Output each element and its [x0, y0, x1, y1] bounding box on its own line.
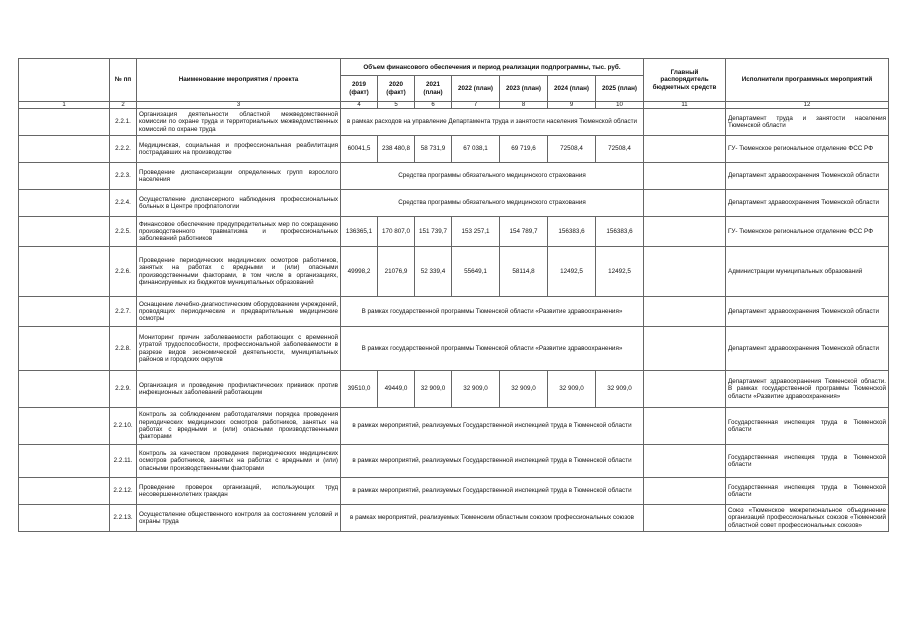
table-row	[19, 371, 889, 408]
row-value: 170 807,0	[378, 217, 415, 247]
row-distributor	[644, 327, 726, 371]
row-blank	[19, 247, 110, 297]
row-value: 49998,2	[341, 247, 378, 297]
row-value: 67 038,1	[452, 136, 500, 163]
column-index-row	[19, 102, 889, 109]
row-funding-note: в рамках расходов на управление Департамента труда и занятости населения Тюменской области	[341, 109, 644, 136]
row-value: 156383,6	[596, 217, 644, 247]
row-blank	[19, 297, 110, 327]
column-index: 5	[378, 102, 415, 109]
row-executor: Департамент здравоохранения Тюменской области	[726, 190, 889, 217]
row-value: 52 339,4	[415, 247, 452, 297]
table-row	[19, 445, 889, 478]
table-row	[19, 478, 889, 505]
row-number: 2.2.7.	[110, 297, 137, 327]
header-name: Наименование мероприятия / проекта	[137, 59, 341, 102]
table-row	[19, 505, 889, 532]
row-distributor	[644, 478, 726, 505]
column-index: 4	[341, 102, 378, 109]
row-funding-note: Средства программы обязательного медицинского страхования	[341, 163, 644, 190]
row-value: 60041,5	[341, 136, 378, 163]
row-value: 12492,5	[548, 247, 596, 297]
row-activity-name: Контроль за соблюдением работодателями порядка проведения периодических медицинских осмотров работников, занятых на работах с вредными и (или) опасными производственными факторами	[137, 408, 341, 445]
table-row	[19, 163, 889, 190]
row-number: 2.2.2.	[110, 136, 137, 163]
table-row	[19, 297, 889, 327]
row-value: 72508,4	[548, 136, 596, 163]
column-index: 10	[596, 102, 644, 109]
row-executor: Департамент труда и занятости населения Тюменской области	[726, 109, 889, 136]
row-distributor	[644, 163, 726, 190]
row-number: 2.2.9.	[110, 371, 137, 408]
row-number: 2.2.3.	[110, 163, 137, 190]
row-number: 2.2.4.	[110, 190, 137, 217]
row-executor: ГУ- Тюменское региональное отделение ФСС РФ	[726, 217, 889, 247]
column-index: 1	[19, 102, 110, 109]
row-activity-name: Проведение периодических медицинских осмотров работников, занятых на работах с вредными и (или) опасными производственными факторами, в том числе в организациях, финансируемых из бюджетов муниципальных образований	[137, 247, 341, 297]
row-funding-note: В рамках государственной программы Тюменской области «Развитие здравоохранения»	[341, 297, 644, 327]
row-value: 32 909,0	[415, 371, 452, 408]
row-executor: Департамент здравоохранения Тюменской области. В рамках государственной программы Тюменской области «Развитие здравоохранения»	[726, 371, 889, 408]
program-activities-table	[18, 58, 889, 532]
row-activity-name: Мониторинг причин заболеваемости работающих с временной утратой трудоспособности, профессиональной заболеваемости в разрезе видов экономической деятельности, муниципальных районов и городских округов	[137, 327, 341, 371]
row-distributor	[644, 297, 726, 327]
header-funding-group: Объем финансового обеспечения и период реализации подпрограммы, тыс. руб.	[341, 59, 644, 76]
header-num: № пп	[110, 59, 137, 102]
header-year: 2020 (факт)	[378, 76, 415, 102]
column-index: 12	[726, 102, 889, 109]
row-executor: ГУ- Тюменское региональное отделение ФСС РФ	[726, 136, 889, 163]
row-executor: Государственная инспекция труда в Тюменской области	[726, 478, 889, 505]
column-index: 9	[548, 102, 596, 109]
column-index: 3	[137, 102, 341, 109]
row-executor: Департамент здравоохранения Тюменской области	[726, 163, 889, 190]
row-activity-name: Осуществление диспансерного наблюдения профессиональных больных в Центре профпатологии	[137, 190, 341, 217]
row-funding-note: в рамках мероприятий, реализуемых Государственной инспекцией труда в Тюменской области	[341, 478, 644, 505]
row-distributor	[644, 445, 726, 478]
row-number: 2.2.5.	[110, 217, 137, 247]
row-blank	[19, 190, 110, 217]
table-row	[19, 247, 889, 297]
table-row	[19, 217, 889, 247]
row-value: 153 257,1	[452, 217, 500, 247]
row-funding-note: в рамках мероприятий, реализуемых Тюменским областным союзом профессиональных союзов	[341, 505, 644, 532]
row-number: 2.2.10.	[110, 408, 137, 445]
row-number: 2.2.8.	[110, 327, 137, 371]
row-value: 32 909,0	[548, 371, 596, 408]
row-funding-note: В рамках государственной программы Тюменской области «Развитие здравоохранения»	[341, 327, 644, 371]
row-funding-note: Средства программы обязательного медицинского страхования	[341, 190, 644, 217]
row-value: 154 789,7	[500, 217, 548, 247]
row-executor: Государственная инспекция труда в Тюменской области	[726, 445, 889, 478]
header-year: 2021 (план)	[415, 76, 452, 102]
table-row	[19, 327, 889, 371]
row-activity-name: Организация и проведение профилактических прививок против инфекционных заболеваний работающим	[137, 371, 341, 408]
header-year: 2022 (план)	[452, 76, 500, 102]
row-number: 2.2.6.	[110, 247, 137, 297]
row-value: 69 719,6	[500, 136, 548, 163]
header-year: 2025 (план)	[596, 76, 644, 102]
column-index: 11	[644, 102, 726, 109]
row-value: 151 739,7	[415, 217, 452, 247]
row-blank	[19, 478, 110, 505]
row-activity-name: Проведение диспансеризации определенных групп взрослого населения	[137, 163, 341, 190]
row-blank	[19, 109, 110, 136]
row-value: 156383,6	[548, 217, 596, 247]
row-value: 12492,5	[596, 247, 644, 297]
row-blank	[19, 163, 110, 190]
row-activity-name: Оснащение лечебно-диагностическим оборудованием учреждений, проводящих периодические и предварительные медицинские осмотры	[137, 297, 341, 327]
row-distributor	[644, 190, 726, 217]
row-value: 72508,4	[596, 136, 644, 163]
row-funding-note: в рамках мероприятий, реализуемых Государственной инспекцией труда в Тюменской области	[341, 445, 644, 478]
table-row	[19, 136, 889, 163]
row-activity-name: Медицинская, социальная и профессиональная реабилитация пострадавших на производстве	[137, 136, 341, 163]
row-distributor	[644, 217, 726, 247]
header-blank	[19, 59, 110, 102]
row-value: 58114,8	[500, 247, 548, 297]
row-distributor	[644, 371, 726, 408]
row-executor: Департамент здравоохранения Тюменской области	[726, 297, 889, 327]
row-number: 2.2.11.	[110, 445, 137, 478]
column-index: 2	[110, 102, 137, 109]
row-value: 32 909,0	[452, 371, 500, 408]
row-activity-name: Проведение проверок организаций, использующих труд несовершеннолетних граждан	[137, 478, 341, 505]
row-distributor	[644, 408, 726, 445]
header-distributor: Главный распорядитель бюджетных средств	[644, 59, 726, 102]
column-index: 8	[500, 102, 548, 109]
row-distributor	[644, 247, 726, 297]
table-row	[19, 190, 889, 217]
row-blank	[19, 371, 110, 408]
row-executor: Департамент здравоохранения Тюменской области	[726, 327, 889, 371]
program-table-page	[18, 58, 889, 532]
table-row	[19, 109, 889, 136]
column-index: 7	[452, 102, 500, 109]
row-value: 136365,1	[341, 217, 378, 247]
row-value: 58 731,9	[415, 136, 452, 163]
row-blank	[19, 445, 110, 478]
column-index: 6	[415, 102, 452, 109]
row-blank	[19, 136, 110, 163]
row-funding-note: в рамках мероприятий, реализуемых Государственной инспекцией труда в Тюменской области	[341, 408, 644, 445]
row-value: 39510,0	[341, 371, 378, 408]
row-blank	[19, 217, 110, 247]
row-number: 2.2.12.	[110, 478, 137, 505]
header-year: 2019 (факт)	[341, 76, 378, 102]
table-row	[19, 408, 889, 445]
row-value: 49449,0	[378, 371, 415, 408]
row-executor: Администрации муниципальных образований	[726, 247, 889, 297]
row-executor: Союз «Тюменское межрегиональное объединение организаций профессиональных союзов «Тюменский областной совет профессиональных союзов»	[726, 505, 889, 532]
header-executors: Исполнители программных мероприятий	[726, 59, 889, 102]
row-executor: Государственная инспекция труда в Тюменской области	[726, 408, 889, 445]
row-activity-name: Организация деятельности областной межведомственной комиссии по охране труда и территориальных межведомственных комиссий по охране труда	[137, 109, 341, 136]
row-value: 21076,9	[378, 247, 415, 297]
row-activity-name: Контроль за качеством проведения периодических медицинских осмотров работников, занятых на работах с вредными и (или) опасными производственными факторами	[137, 445, 341, 478]
header-year: 2024 (план)	[548, 76, 596, 102]
row-activity-name: Осуществление общественного контроля за состоянием условий и охраны труда	[137, 505, 341, 532]
row-value: 32 909,0	[500, 371, 548, 408]
row-value: 55649,1	[452, 247, 500, 297]
row-blank	[19, 505, 110, 532]
header-row-1	[19, 59, 889, 76]
row-blank	[19, 408, 110, 445]
header-year: 2023 (план)	[500, 76, 548, 102]
row-distributor	[644, 136, 726, 163]
row-activity-name: Финансовое обеспечение предупредительных мер по сокращению производственного травматизма и профессиональных заболеваний работников	[137, 217, 341, 247]
row-blank	[19, 327, 110, 371]
row-value: 32 909,0	[596, 371, 644, 408]
row-distributor	[644, 109, 726, 136]
row-distributor	[644, 505, 726, 532]
row-number: 2.2.1.	[110, 109, 137, 136]
row-value: 238 480,8	[378, 136, 415, 163]
row-number: 2.2.13.	[110, 505, 137, 532]
